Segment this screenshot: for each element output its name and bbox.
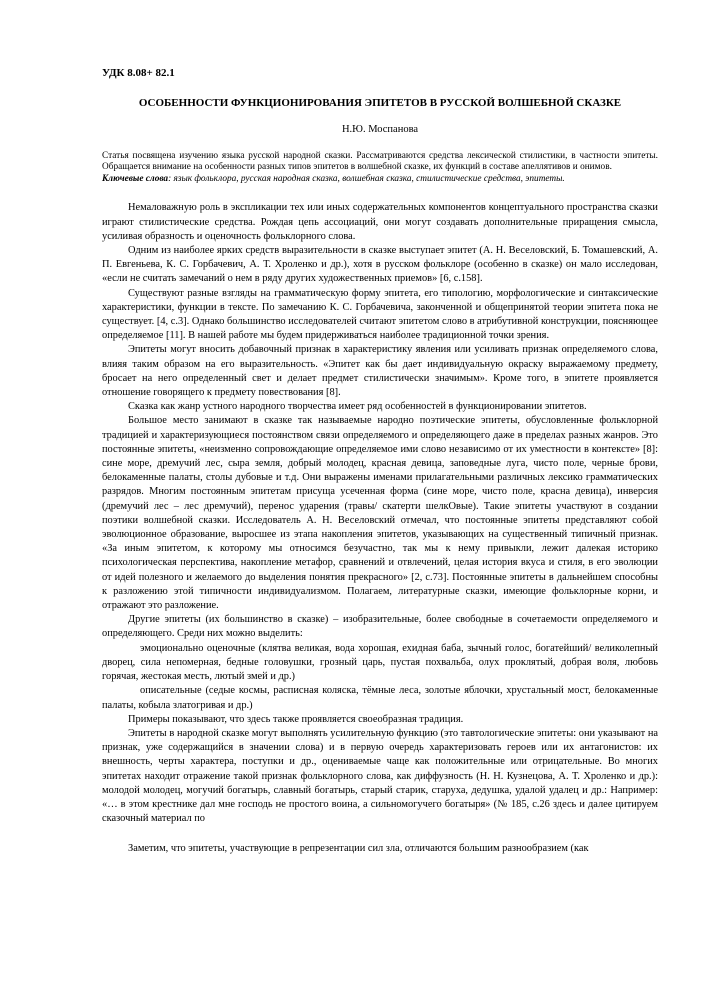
paragraph: Примеры показывают, что здесь также проявляется своеобразная традиция. [128,713,464,725]
keywords [102,174,658,186]
paragraph: Сказка как жанр устного народного творчества имеет ряд особенностей в функционировании эпитетов. [128,401,587,413]
list-item: эмоционально оценочные (клятва великая, вода хорошая, ехидная баба, зычный голос, богатейший/ великолепный дворец, сила непомерная, бедные головушки, грозный царь, пустая похвальба, олух проклятый, добрая воля, любовь горячая, жестокая месть, лютый змей и др.) [102,642,658,683]
paragraph: Заметим, что эпитеты, участвующие в репрезентации сил зла, отличаются большим разнообразием (как [128,843,589,855]
paragraph: Другие эпитеты (их большинство в сказке) – изобразительные, более свободные в сочетаемости определяемого и определяющего. Среди них можно выделить: [102,614,658,640]
paragraph: Немаловажную роль в экспликации тех или иных содержательных компонентов концептуального пространства сказки играют стилистические средства. Рождая цепь ассоциаций, они могут создавать дополнительные приращения смысла, усиливая образность и оценочность фольклорного слова. [102,202,658,242]
article-body [102,201,658,856]
keywords-list: : язык фольклора, русская народная сказка, волшебная сказка, стилистические средства, эпитеты. [168,173,565,184]
article-title: ОСОБЕННОСТИ ФУНКЦИОНИРОВАНИЯ ЭПИТЕТОВ В РУССКОЙ ВОЛШЕБНОЙ СКАЗКЕ [138,97,622,110]
article-page [102,66,658,857]
abstract: Статья посвящена изучению языка русской народной сказки. Рассматриваются средства лексической стилистики, в частности эпитеты. Обращается внимание на особенности разных типов эпитетов в волшебной сказке, их функций в составе апеллятивов и онимов. [102,150,658,173]
paragraph: Существуют разные взгляды на грамматическую форму эпитета, его типологию, морфологические и синтаксические характеристики, функции в тексте. По замечанию К. С. Горбачевича, законченной и общепринятой теории эпитета пока не существует. [4, с.3]. Однако большинство исследователей считают эпитетом слово в атрибутивной конструкции, поясняющее определяемое [11]. В нашей работе мы будем придерживаться наиболее традиционной точки зрения. [102,287,658,342]
author-name: Н.Ю. Моспанова [341,124,419,136]
paragraph: Эпитеты в народной сказке могут выполнять усилительную функцию (это тавтологические эпитеты: они указывают на признак, уже содержащийся в значении слова) и в первую очередь характеризовать героев или их антагонистов: их внешность, черты характера, поступки и др., оцениваемые чаще как положительные или отрицательные. Во многих эпитетах находит отражение такой признак фольклорного слова, как диффузность (Н. Н. Кузнецова, А. Т. Хроленко и др.): молодой молодец, могучий богатырь, славный богатырь, старый старик, старуха, дедушка, удалой удалец и др.: Например: «… в этом крестнике дал мне господь не простого воина, а сильномогучего богатыря» (№ 185, с.26 здесь и далее цитируем сказочный материал по [102,727,658,825]
paragraph: Одним из наиболее ярких средств выразительности в сказке выступает эпитет (А. Н. Веселовский, Б. Томашевский, А. П. Евгеньева, К. С. Горбачевич, А. Т. Хроленко и др.), хотя в русском фольклоре (особенно в сказке) он мало исследован, «если не считать замечаний о нем в ряду других художественных приемов» [6, с.158]. [102,245,658,285]
paragraph: Эпитеты могут вносить добавочный признак в характеристику явления или усиливать признак определяемого слова, влияя таким образом на его выразительность. «Эпитет как бы дает индивидуальную окраску выражаемому предмету, бросает на него определенный свет и делает предмет стилистически значимым». Кроме того, в эпитете проявляется отношение говорящего к предмету повествования [8]. [102,344,658,399]
keywords-label: Ключевые слова [102,173,169,184]
udk-code: УДК 8.08+ 82.1 [102,67,175,79]
paragraph-gap [102,826,658,842]
list-item: описательные (седые космы, расписная коляска, тёмные леса, золотые яблочки, хрустальный мост, белокаменные палаты, кобыла златогривая и др.) [102,685,658,711]
paragraph: Большое место занимают в сказке так называемые народно поэтические эпитеты, обусловленные фольклорной традицией и характеризующиеся постоянством связи определяемого и определяющего даже в пределах разных жанров. Это постоянные эпитеты, «неизменно сопровождающие определяемое ими слово независимо от их уместности в контексте» [8]: сине море, дремучий лес, сыра земля, добрый молодец, красная девица, заповедные луга, чисто поле, черные брови, белокаменные палаты, столы дубовые и т.д. Они выражены именами прилагательными различных лексико грамматических разрядов. Многим постоянным эпитетам присуща усеченная форма (сине море, чисто поле, красна девица), инверсия (дремучий лес – лес дремучий), перенос ударения (травы/ скатерти шелкОвые). Такие эпитеты участвуют в создании поэтики волшебной сказки. Исследователь А. Н. Веселовский отмечал, что постоянные эпитеты представляют собой эволюционное образование, выросшее из этапа накопления эпитетов, указывающих на существенный типичный признак. «За иным эпитетом, к которому мы относимся безучастно, так мы к нему привыкли, лежит далекая историко психологическая перспектива, накопление метафор, сравнений и отвлечений, целая история вкуса и стиля, в его эволюции от идей полезного и желаемого до выделения понятия прекрасного» [2, с.73]. Постоянные эпитеты в дальнейшем способны к разложению этой типичности индивидуализмом. Полагаем, литературные сказки, имеющие фольклорные корни, и отражают это разложение. [102,415,658,612]
